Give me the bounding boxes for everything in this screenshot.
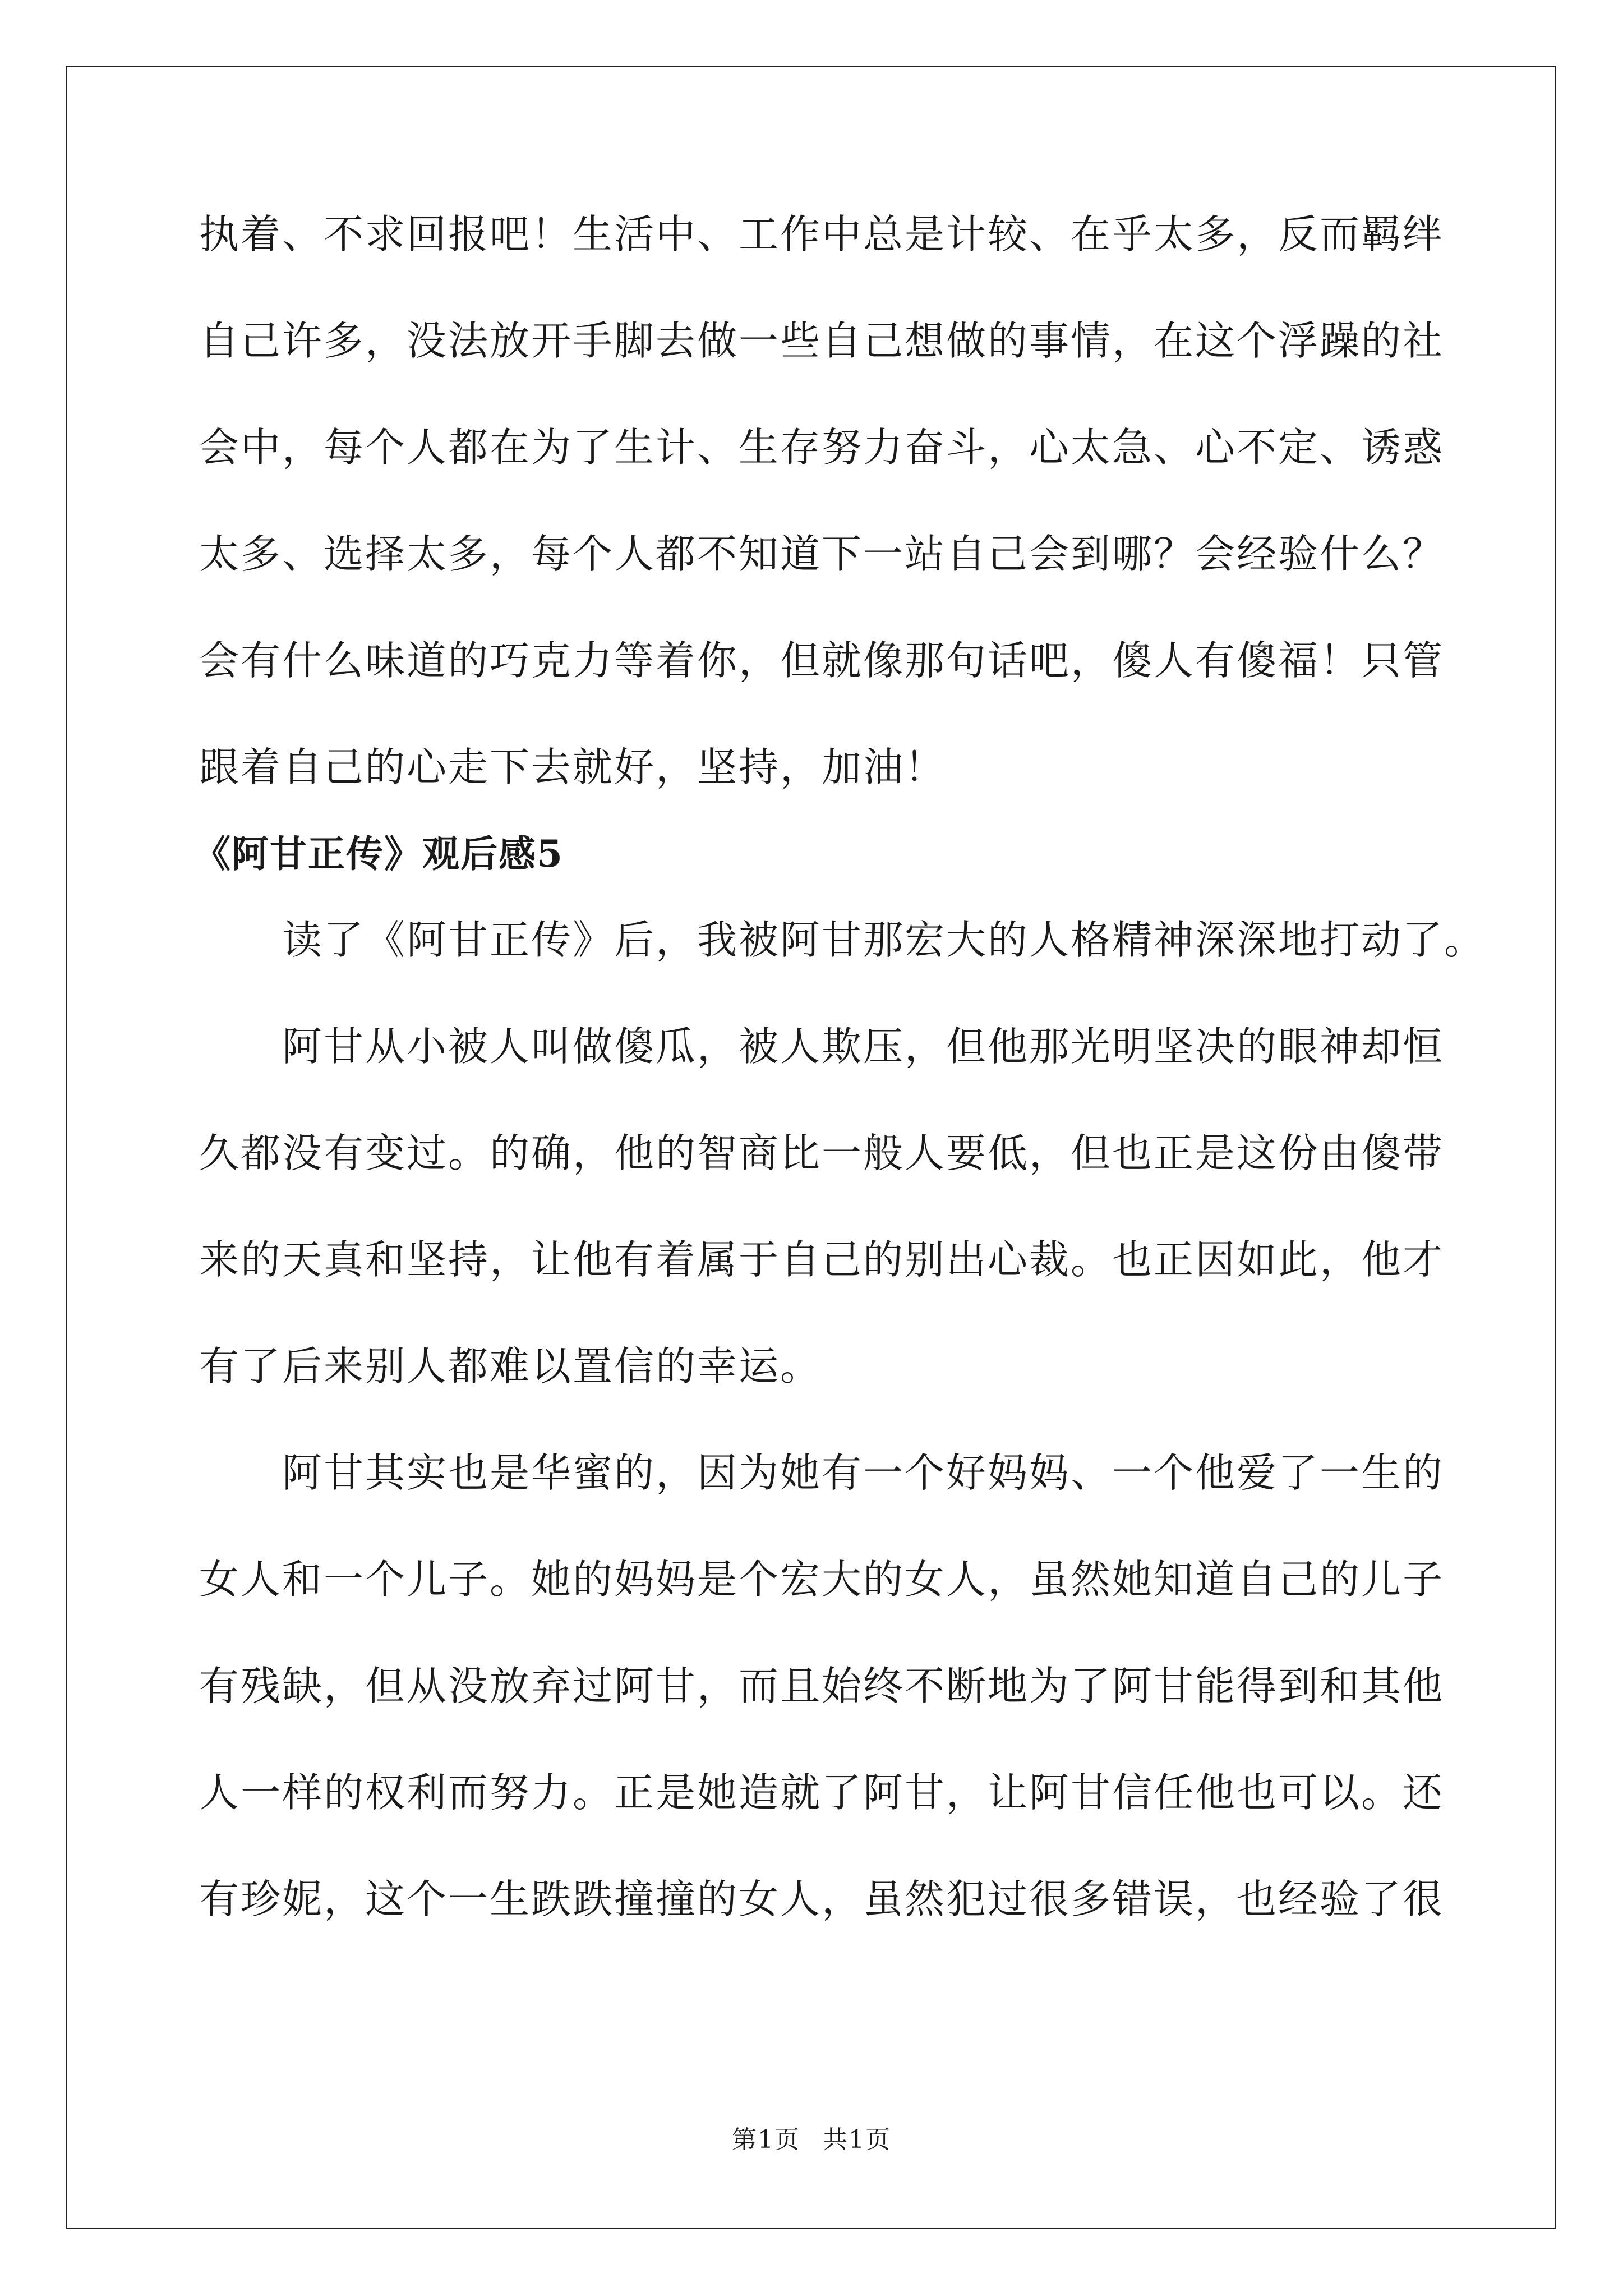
text-line: 人一样的权利而努力。正是她造就了阿甘，让阿甘信任他也可以。还: [199, 1769, 1445, 1816]
paragraph-1: [199, 913, 1486, 967]
text-line: 阿甘从小被人叫做傻瓜，被人欺压，但他那光明坚决的眼神却恒: [199, 1023, 1445, 1070]
text-line: 执着、不求回报吧！生活中、工作中总是计较、在乎太多，反而羁绊: [199, 211, 1445, 257]
paragraph-2: [199, 1020, 1445, 1393]
text-line: 有珍妮，这个一生跌跌撞撞的女人，虽然犯过很多错误，也经验了很: [199, 1876, 1445, 1922]
text-line: 女人和一个儿子。她的妈妈是个宏大的女人，虽然她知道自己的儿子: [199, 1556, 1445, 1603]
text-line: 会中，每个人都在为了生计、生存努力奋斗，心太急、心不定、诱惑: [199, 424, 1445, 471]
text-line: 自己许多，没法放开手脚去做一些自己想做的事情，在这个浮躁的社: [199, 318, 1445, 364]
paragraph-3: [199, 1446, 1445, 1926]
text-line: 太多、选择太多，每个人都不知道下一站自己会到哪？会经验什么？: [199, 531, 1445, 577]
text-line: 读了《阿甘正传》后，我被阿甘那宏大的人格精神深深地打动了。: [199, 917, 1486, 963]
page-number: 第1页: [732, 2125, 800, 2154]
text-line: 跟着自己的心走下去就好，坚持，加油！: [199, 744, 947, 790]
section-heading: 《阿甘正传》观后感5: [193, 832, 564, 876]
text-line: 会有什么味道的巧克力等着你，但就像那句话吧，傻人有傻福！只管: [199, 637, 1445, 684]
page-footer: [0, 2123, 1623, 2157]
paragraph-intro: [199, 208, 1445, 794]
page-total: 共1页: [823, 2125, 891, 2154]
text-line: 阿甘其实也是华蜜的，因为她有一个好妈妈、一个他爱了一生的: [199, 1450, 1445, 1496]
text-line: 来的天真和坚持，让他有着属于自己的别出心裁。也正因如此，他才: [199, 1236, 1445, 1283]
document-body: [193, 208, 1486, 1926]
text-line: 有了后来别人都难以置信的幸运。: [199, 1343, 822, 1389]
text-line: 有残缺，但从没放弃过阿甘，而且始终不断地为了阿甘能得到和其他: [199, 1663, 1445, 1709]
text-line: 久都没有变过。的确，他的智商比一般人要低，但也正是这份由傻带: [199, 1130, 1445, 1176]
